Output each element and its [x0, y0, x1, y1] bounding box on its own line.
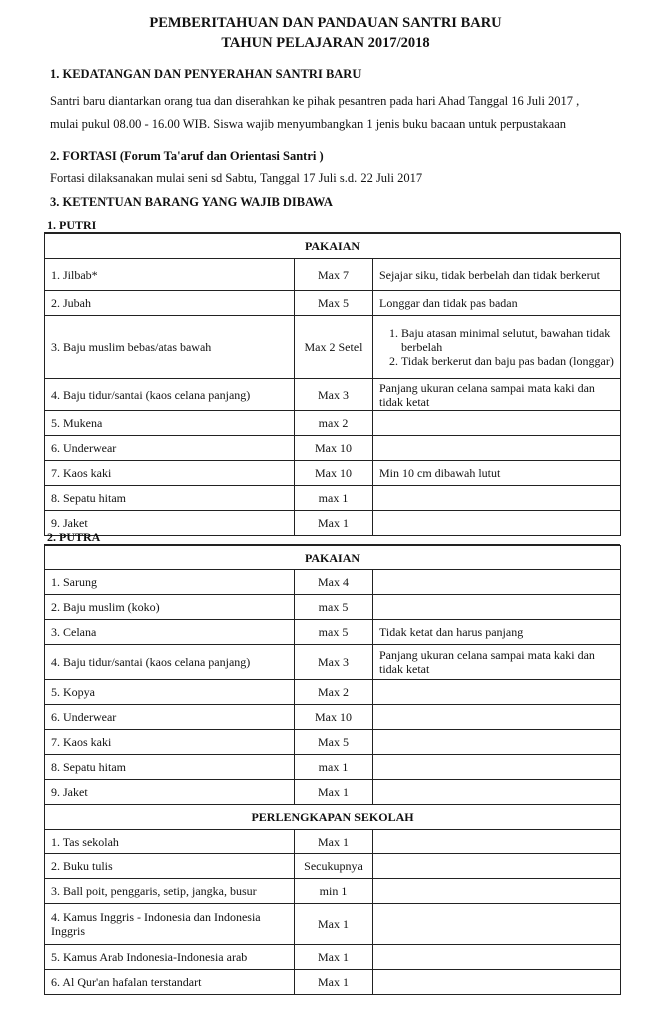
- item-qty: Max 1: [295, 830, 373, 854]
- table-row: [45, 680, 621, 705]
- item-note: Tidak ketat dan harus panjang: [373, 620, 621, 645]
- table-row: [45, 316, 621, 379]
- item-note: [373, 830, 621, 854]
- table-row: [45, 259, 621, 291]
- table-row: [45, 830, 621, 854]
- table-header-row: [45, 234, 621, 259]
- item-note: Longgar dan tidak pas badan: [373, 291, 621, 316]
- numbered-list: [379, 326, 616, 368]
- item-qty: Max 5: [295, 291, 373, 316]
- table-row: [45, 436, 621, 461]
- item-qty: max 5: [295, 620, 373, 645]
- table-row: [45, 780, 621, 805]
- item-qty: max 5: [295, 595, 373, 620]
- list-item: 1. Baju atasan minimal selutut, bawahan tidak berbelah: [401, 326, 616, 354]
- item-note: Sejajar siku, tidak berbelah dan tidak berkerut: [373, 259, 621, 291]
- putra-section-title: PAKAIAN: [45, 546, 621, 570]
- item-name: 9. Jaket: [45, 511, 295, 536]
- item-name: 4. Baju tidur/santai (kaos celana panjang): [45, 379, 295, 411]
- table-row: [45, 461, 621, 486]
- table-header-row: [45, 546, 621, 570]
- item-name: 8. Sepatu hitam: [45, 486, 295, 511]
- item-qty: Max 10: [295, 461, 373, 486]
- item-qty: Secukupnya: [295, 854, 373, 879]
- item-note: [373, 854, 621, 879]
- item-name: 9. Jaket: [45, 780, 295, 805]
- item-name: 6. Al Qur'an hafalan terstandart: [45, 970, 295, 995]
- item-note: [373, 970, 621, 995]
- item-name: 7. Kaos kaki: [45, 461, 295, 486]
- item-name: 1. Tas sekolah: [45, 830, 295, 854]
- item-name: 6. Underwear: [45, 705, 295, 730]
- item-note: [373, 705, 621, 730]
- item-qty: max 1: [295, 486, 373, 511]
- table-row: [45, 595, 621, 620]
- item-note: [373, 436, 621, 461]
- list-item: 2. Tidak berkerut dan baju pas badan (longgar): [401, 354, 616, 368]
- section-2-heading: 2. FORTASI (Forum Ta'aruf dan Orientasi Santri ): [50, 149, 324, 163]
- table-row: [45, 970, 621, 995]
- item-note: [373, 570, 621, 595]
- item-name: 2. Baju muslim (koko): [45, 595, 295, 620]
- item-qty: Max 7: [295, 259, 373, 291]
- item-name: 3. Baju muslim bebas/atas bawah: [45, 316, 295, 379]
- item-qty: Max 1: [295, 904, 373, 945]
- section-1-line2: mulai pukul 08.00 - 16.00 WIB. Siswa wajib menyumbangkan 1 jenis buku bacaan untuk perpustakaan: [50, 117, 566, 131]
- item-name: 5. Kopya: [45, 680, 295, 705]
- item-qty: Max 1: [295, 511, 373, 536]
- item-qty: Max 2: [295, 680, 373, 705]
- item-qty: Max 5: [295, 730, 373, 755]
- item-qty: max 1: [295, 755, 373, 780]
- section-1-line1: Santri baru diantarkan orang tua dan diserahkan ke pihak pesantren pada hari Ahad Tanggal 16 Juli 2017 ,: [50, 94, 580, 108]
- item-note: [373, 945, 621, 970]
- school-section-title: PERLENGKAPAN SEKOLAH: [45, 805, 621, 830]
- item-note: [373, 755, 621, 780]
- table-row: [45, 411, 621, 436]
- table-row: [45, 570, 621, 595]
- putri-table: [44, 233, 621, 536]
- item-name: 3. Ball poit, penggaris, setip, jangka, busur: [45, 879, 295, 904]
- item-name: 4. Baju tidur/santai (kaos celana panjang): [45, 645, 295, 680]
- item-note: Panjang ukuran celana sampai mata kaki dan tidak ketat: [373, 379, 621, 411]
- item-name: 2. Jubah: [45, 291, 295, 316]
- item-note: [373, 680, 621, 705]
- table-row: [45, 705, 621, 730]
- item-name: 3. Celana: [45, 620, 295, 645]
- item-note: Panjang ukuran celana sampai mata kaki dan tidak ketat: [373, 645, 621, 680]
- table-header-row: [45, 805, 621, 830]
- table-row: [45, 755, 621, 780]
- item-qty: Max 10: [295, 436, 373, 461]
- table-row: [45, 645, 621, 680]
- item-name: 1. Jilbab*: [45, 259, 295, 291]
- putri-label: 1. PUTRI: [47, 218, 97, 232]
- table-row: [45, 486, 621, 511]
- table-row: [45, 730, 621, 755]
- item-qty: Max 4: [295, 570, 373, 595]
- item-note-list: [373, 316, 621, 379]
- item-note: [373, 486, 621, 511]
- item-qty: min 1: [295, 879, 373, 904]
- item-note: [373, 411, 621, 436]
- table-row: [45, 854, 621, 879]
- item-qty: Max 1: [295, 780, 373, 805]
- section-3-heading: 3. KETENTUAN BARANG YANG WAJIB DIBAWA: [50, 195, 333, 209]
- item-note: [373, 511, 621, 536]
- table-row: [45, 511, 621, 536]
- item-name: 2. Buku tulis: [45, 854, 295, 879]
- section-2-line1: Fortasi dilaksanakan mulai seni sd Sabtu, Tanggal 17 Juli s.d. 22 Juli 2017: [50, 171, 423, 185]
- item-name: 1. Sarung: [45, 570, 295, 595]
- table-row: [45, 879, 621, 904]
- item-qty: Max 10: [295, 705, 373, 730]
- putra-label: 2. PUTRA: [47, 530, 101, 544]
- document-title-line2: TAHUN PELAJARAN 2017/2018: [221, 35, 430, 51]
- item-name: 5. Mukena: [45, 411, 295, 436]
- item-note: Min 10 cm dibawah lutut: [373, 461, 621, 486]
- table-row: [45, 379, 621, 411]
- table-row: [45, 904, 621, 945]
- document-title-line1: PEMBERITAHUAN DAN PANDAUAN SANTRI BARU: [149, 15, 502, 31]
- item-name: 4. Kamus Inggris - Indonesia dan Indonesia Inggris: [45, 904, 295, 945]
- table-row: [45, 945, 621, 970]
- item-name: 6. Underwear: [45, 436, 295, 461]
- item-name: 8. Sepatu hitam: [45, 755, 295, 780]
- item-name: 7. Kaos kaki: [45, 730, 295, 755]
- item-note: [373, 904, 621, 945]
- item-qty: Max 2 Setel: [295, 316, 373, 379]
- item-qty: Max 3: [295, 379, 373, 411]
- item-note: [373, 595, 621, 620]
- item-note: [373, 780, 621, 805]
- item-qty: Max 1: [295, 945, 373, 970]
- item-note: [373, 730, 621, 755]
- item-qty: max 2: [295, 411, 373, 436]
- item-qty: Max 1: [295, 970, 373, 995]
- section-1-heading: 1. KEDATANGAN DAN PENYERAHAN SANTRI BARU: [50, 67, 362, 81]
- item-note: [373, 879, 621, 904]
- putra-table: [44, 545, 621, 995]
- table-row: [45, 620, 621, 645]
- putri-section-title: PAKAIAN: [45, 234, 621, 259]
- table-row: [45, 291, 621, 316]
- item-qty: Max 3: [295, 645, 373, 680]
- item-name: 5. Kamus Arab Indonesia-Indonesia arab: [45, 945, 295, 970]
